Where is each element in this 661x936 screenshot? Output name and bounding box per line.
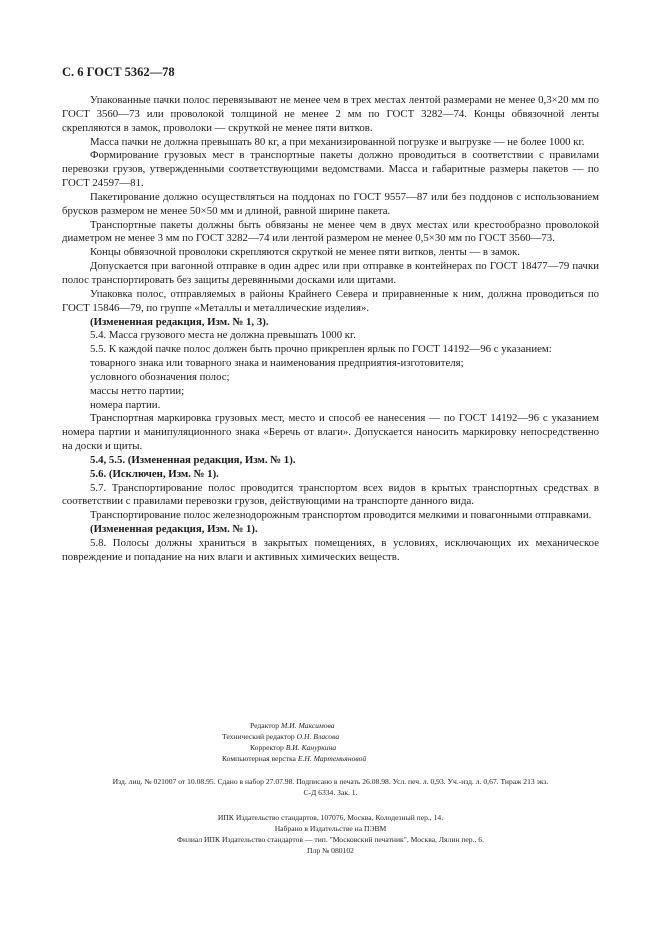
credit-proofreader [250, 742, 661, 753]
paragraph: Формирование грузовых мест в транспортные пакеты должно проводиться в соответствии с правилами перевозки грузов, утвержденными соответствующими ведомствами. Масса и габаритные размеры пакетов — по ГОСТ 24597—81. [62, 149, 599, 190]
body-text [62, 94, 599, 565]
paragraph: Масса пачки не должна превышать 80 кг, а при механизированной погрузке и выгрузке — не более 1000 кг. [90, 135, 585, 148]
paragraph: Упакованные пачки полос перевязывают не менее чем в трех местах лентой размерами не менее 0,3×20 мм по ГОСТ 3560—73 или проволокой толщиной не менее 2 мм по ГОСТ 3282—74. Концы обвязочной ленты скрепляются в замок, проволоки — скруткой не менее пяти витков. [62, 94, 599, 134]
credit-tech-editor-name: О.Н. Власова [296, 732, 340, 741]
credit-editor-name: М.И. Максимова [280, 721, 335, 730]
credit-proofreader-label: Корректор [250, 743, 284, 752]
paragraph: Допускается при вагонной отправке в один адрес или при отправке в контейнерах по ГОСТ 18477—79 пачки полос транспортировать без защиты деревянными досками или щитами. [62, 260, 599, 286]
list-item: массы нетто партии; [90, 384, 185, 397]
credit-editor-label: Редактор [250, 721, 280, 730]
list-item: товарного знака или товарного знака и наименования предприятия-изготовителя; [90, 357, 464, 370]
paragraph: 5.7. Транспортирование полос проводится транспортом всех видов в крытых транспортных средствах в соответствии с правилами перевозки грузов, действующими на транспорте данного вида. [62, 481, 599, 508]
credit-layout-label: Компьютерная верстка [222, 754, 296, 763]
paragraph: Транспортная маркировка грузовых мест, место и способ ее нанесения — по ГОСТ 14192—96 с указанием номера партии и манипуляционного знака «Беречь от влаги». Допускается наносить маркировку непосредственно на доски и щиты. [62, 412, 599, 453]
credit-layout-name: Е.Н. Мартемьяновой [297, 754, 367, 763]
credit-editor [250, 720, 661, 731]
amendment-note: (Измененная редакция, Изм. № 1, 3). [90, 315, 269, 328]
paragraph: 5.5. К каждой пачке полос должен быть прочно прикреплен ярлык по ГОСТ 14192—96 с указанием: [90, 343, 552, 356]
publisher-line-2: Набрано в Издательстве на ПЭВМ [274, 824, 387, 833]
paragraph: Упаковка полос, отправляемых в районы Крайнего Севера и приравненные к ним, должна проводиться по ГОСТ 15846—79, по группе «Металлы и металлические изделия». [62, 287, 599, 314]
credit-proofreader-name: В.И. Кануркина [285, 743, 337, 752]
amendment-note: 5.6. (Исключен, Изм. № 1). [90, 467, 219, 480]
amendment-note: (Измененная редакция, Изм. № 1). [90, 523, 258, 536]
page-header: С. 6 ГОСТ 5362—78 [62, 65, 175, 79]
paragraph: Транспортирование полос железнодорожным транспортом проводится мелкими и повагонными отправками. [90, 509, 592, 522]
credits-block [0, 720, 661, 856]
credits-roles [0, 720, 661, 764]
paragraph: Пакетирование должно осуществляться на поддонах по ГОСТ 9557—87 или без поддонов с использованием брусков размером не менее 50×50 мм и длиной, равной ширине пакета. [62, 190, 599, 217]
credit-tech-editor-label: Технический редактор [222, 732, 295, 741]
list-item: номера партии. [90, 398, 161, 411]
paragraph: Транспортные пакеты должны быть обвязаны не менее чем в двух местах или крестообразно проволокой диаметром не менее 3 мм по ГОСТ 3282—74 или лентой размером не менее 0,5×30 мм по ГОСТ 3560—73. [62, 218, 599, 245]
paragraph: 5.8. Полосы должны храниться в закрытых помещениях, в условиях, исключающих их механическое повреждение и попадание на них влаги и активных химических веществ. [62, 537, 599, 563]
publisher-line-1: ИПК Издательство стандартов, 107076, Москва, Колодезный пер., 14. [217, 813, 444, 822]
imprint-line-2: С-Д 6334. Зак. 1. [303, 788, 358, 797]
paragraph: 5.4. Масса грузового места не должна превышать 1000 кг. [90, 329, 356, 342]
publisher-line-3: Филиал ИПК Издательство стандартов — тип. "Московский печатник", Москва, Лялин пер., 6. [177, 835, 484, 844]
credit-tech-editor [222, 731, 661, 742]
amendment-note: 5.4, 5.5. (Измененная редакция, Изм. № 1). [90, 453, 296, 466]
paragraph: Концы обвязочной проволоки скрепляются скруткой не менее пяти витков, ленты — в замок. [90, 246, 520, 259]
list-item: условного обозначения полос; [90, 370, 230, 383]
credit-layout [222, 753, 661, 764]
imprint-line-1: Изд. лиц. № 021007 от 10.08.95. Сдано в набор 27.07.98. Подписано в печать 26.08.98. Усл. печ. л. 0,93. Уч.-изд. л. 0,67. Тираж 213 экз. [112, 777, 549, 786]
publisher-line-4: Плр № 080102 [307, 846, 354, 855]
